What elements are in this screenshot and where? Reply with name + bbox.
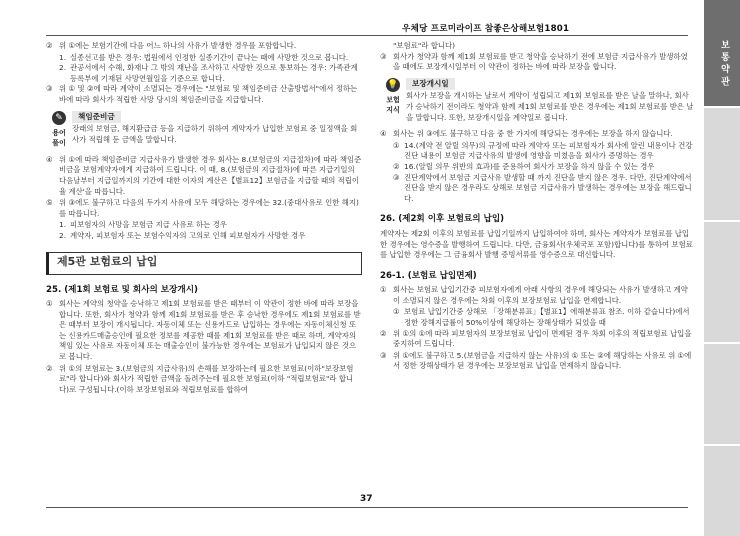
article-title: 26-1. (보험료 납입면제) <box>380 270 477 281</box>
list-item: 2. 계약자, 피보험자 또는 보험수익자의 고의로 인해 피보험자가 사망한 경우 <box>59 230 306 240</box>
continued-text: "보험료"라 합니다) <box>393 41 456 50</box>
article-title: 25. (제1회 보험료 및 회사의 보장개시) <box>46 284 198 295</box>
list-item: 1. 실종선고를 받은 경우: 법원에서 인정한 실종기간이 끝나는 때에 사망한 것으로 봅니다. <box>59 52 349 62</box>
paragraph: ② 위 ①의 보험료는 3.(보험금의 지급사유)의 손해를 보장하는데 필요한 보험료(이하"보장보험료"라 합니다)와 회사가 적립한 금액을 돌려주는데 필요한 보험료(이하 "적립보험료"라 합니다)로 구성됩니다.(이하 보장보험료와 적립보험료를 합하여 <box>46 363 354 394</box>
right-column <box>380 41 694 373</box>
list-item: ① 보험료 납입기간중 상해로 「장해분류표」【별표1】에해분류표 참조. 이하 같습니다)에서 정한 장해지급률이 50%이상에 해당하는 장해상태가 되었을 때 <box>393 307 690 328</box>
side-tab-2[interactable] <box>704 222 740 342</box>
header-divider <box>46 35 688 36</box>
note-text: 장래의 보험금, 해지환급금 등을 지급하기 위하여 계약자가 납입한 보험료 중 일정액을 회사가 적립해 둔 금액을 말합니다. <box>72 124 358 144</box>
note-title: 책임준비금 <box>72 111 121 124</box>
list-item: 2. 관공서에서 수해, 화재나 그 밖의 재난을 조사하고 사망한 것으로 통보하는 경우: 가족관계등록부에 기재된 사망연월일을 기준으로 합니다. <box>59 63 358 83</box>
side-tab-active[interactable] <box>704 0 740 106</box>
paragraph: ② 위 ①에는 보험기간에 다음 어느 하나의 사유가 발생한 경우를 포함합니다. <box>46 41 297 50</box>
left-column <box>46 41 362 396</box>
paragraph: ⑤ 위 ③에도 불구하고 다음의 두가지 사유에 모두 해당하는 경우에는 32.(중대사유로 인한 해지)를 따릅니다. <box>46 198 359 218</box>
bulb-icon: ✎ 용어 풀이 <box>52 112 66 148</box>
side-tab-3[interactable] <box>704 344 740 444</box>
bulb-icon: 💡 보험 지식 <box>386 79 400 115</box>
paragraph: ③ 위 ① 및 ②에 따라 계약이 소멸되는 경우에는 "보험료 및 책임준비금 산출방법서"에서 정하는 바에 따라 회사가 적립한 사망 당시의 책임준비금을 지급합니다. <box>46 84 358 104</box>
list-item: 1. 피보험자의 사망을 보험금 지급 사유로 하는 경우 <box>59 220 227 230</box>
paragraph: ④ 위 ①에 따라 책임준비금 지급사유가 발생한 경우 회사는 8.(보험금의 지급절차)에 따라 책임준비금을 보험계약자에게 지급하여 드립니다. 이 때, 8.(보험금의 지급절차)에 따른 지급기일의 다음날부터 지급일까지의 기간에 대한 이자의 계산은【별표12】보험금을 지급할 때의 적립이율 계산'을 따릅니다. <box>46 154 362 196</box>
paragraph: ① 회사는 계약의 청약을 승낙하고 제1회 보험료를 받은 때부터 이 약관이 정한 바에 따라 보장을 합니다. 또한, 회사가 청약과 함께 제1회 보험료를 받은 후 승낙한 경우에도 제1회 보험료를 받은 때부터 보장이 개시됩니다. 자동이체 또는 신용카드로 납입하는 경우에는 자동이체신청 또는 신용카드매출승인에 필요한 정보를 제공한 때를 제1회 보험료를 받은 때로 하며, 계약자의 책임 있는 사유로 자동이체 또는 매출승인이 불가능한 경우에는 보험료가 납입되지 않은 것으로 봅니다. <box>46 299 361 362</box>
note-text: 회사가 보장을 개시하는 날로서 계약이 성립되고 제1회 보험료를 받은 날을 말하나, 회사가 승낙하기 전이라도 청약과 함께 제1회 보험료를 받은 경우에는 제1회 보험료를 받은 날을 말합니다. 또한, 보장개시일을 계약일로 봅니다. <box>406 91 694 122</box>
article-text: 계약자는 제2회 이후의 보험료를 납입기일까지 납입하여야 하며, 회사는 계약자가 보험료를 납입한 경우에는 영수증을 발행하여 드립니다. 다만, 금융회사(우체국포 포함)합니다)를 통하여 보험료를 납입한 경우에는 그 금융회사 발행 증빙서류를 영수증으로 대신합니다. <box>380 228 693 260</box>
list-item: ② 16.(알릴 의무 위반의 효과)를 준용하여 회사가 보장을 하지 않을 수 있는 경우 <box>393 161 655 171</box>
note-title: 보장개시일 <box>406 78 455 91</box>
side-tab-4[interactable] <box>704 446 740 536</box>
knowledge-note <box>380 78 694 123</box>
paragraph: ① 회사는 보험료 납입기간중 피보험자에게 아래 사항의 경우에 해당되는 사유가 발생하고 계약이 소멸되지 않은 경우에는 차회 이후의 보장보험료 납입을 면제합니다. <box>380 285 688 305</box>
list-item: ① 14.(계약 전 알릴 의무)의 규정에 따라 계약자 또는 피보험자가 회사에 알린 내용이나 건강진단 내용이 보험금 지급사유의 발생에 영향을 미쳤음을 회사가 증명하는 경우 <box>393 140 693 161</box>
paragraph: ③ 회사가 청약과 함께 제1회 보험료를 받고 청약을 승낙하기 전에 보험금 지급사유가 발생하였을 때에도 보장개시일부터 이 약관이 정하는 바에 따라 보장을 합니다. <box>380 51 688 72</box>
side-tab-1[interactable] <box>704 108 740 220</box>
side-tab-label: 보 통 약 관 <box>719 40 729 86</box>
footer-divider <box>46 507 688 508</box>
term-note <box>46 111 362 149</box>
paragraph: ④ 회사는 위 ③에도 불구하고 다음 중 한 가지에 해당되는 경우에는 보장을 하지 않습니다. <box>380 129 673 139</box>
section-heading: 제5관 보험료의 납입 <box>46 252 362 275</box>
paragraph: ② 위 ①의 ①에 따라 피보험자의 보장보험료 납입이 면제된 경우 차회 이후의 적립보험료 납입을 중지하여 드립니다. <box>380 328 692 349</box>
page-number: 37 <box>360 494 373 504</box>
list-item: ③ 진단계약에서 보험금 지급사유 발생할 때 까지 진단을 받지 않은 경우. 다만, 진단계약에서 진단을 받지 않은 경우라도 상해로 보험금 지급사유가 발생하는 경우에는 보장을 해드립니다. <box>393 172 692 203</box>
article-title: 26. (제2회 이후 보험료의 납입) <box>380 214 505 225</box>
document-header: 우체당 프로미라이프 참좋은상해보험1801 <box>402 24 570 34</box>
paragraph: ③ 위 ①에도 불구하고 5.(보험금을 지급하지 않는 사유)의 ① 또는 ②에 해당하는 사유로 위 ①에서 정한 장해상태가 된 경우에는 보장보험료 납입을 면제하지 않습니다. <box>380 350 692 371</box>
